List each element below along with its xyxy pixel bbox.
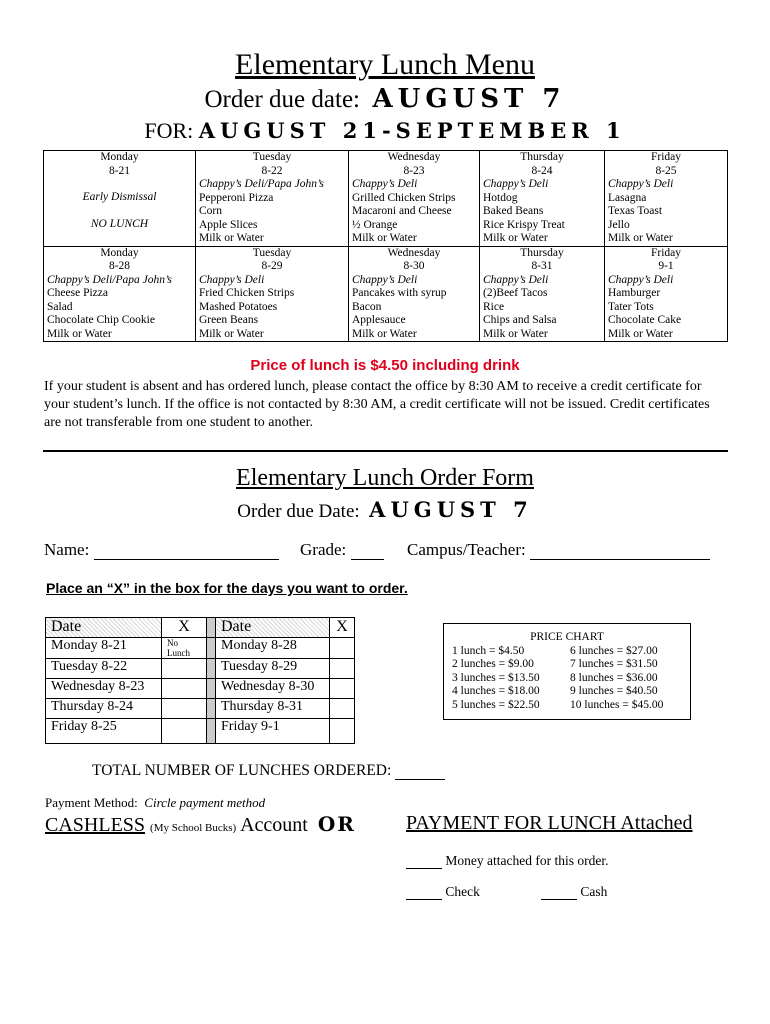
x-header: X: [330, 618, 355, 638]
campus-teacher-field[interactable]: Campus/Teacher:: [407, 540, 710, 560]
menu-cell: Thursday 8-31 Chappy’s Deli (2)Beef Tacos Rice Chips and Salsa Milk or Water: [480, 246, 605, 342]
absence-note: If your student is absent and has ordered lunch, please contact the office by 8:30 AM to receive a credit certificate for your student’s lunch. If the office is not contacted by 8:30 AM, a credit certificate will not be issued. Credit certificates are not transferable from one student to another.: [44, 379, 710, 430]
menu-cell: Thursday 8-24 Chappy’s Deli Hotdog Baked Beans Rice Krispy Treat Milk or Water: [480, 151, 605, 247]
price-row: 4 lunches = $18.00 9 lunches = $40.50: [452, 685, 658, 697]
order-date: Friday 9-1: [216, 719, 330, 744]
menu-cell: Wednesday 8-30 Chappy’s Deli Pancakes with syrup Bacon Applesauce Milk or Water: [349, 246, 480, 342]
order-checkbox[interactable]: [330, 638, 355, 659]
order-checkbox[interactable]: [330, 679, 355, 699]
order-due-date: Order due Date: AUGUST 7: [237, 497, 533, 522]
payment-attached-option[interactable]: PAYMENT FOR LUNCH Attached: [406, 812, 693, 834]
order-form-title: Elementary Lunch Order Form: [236, 465, 534, 491]
order-date: Thursday 8-24: [46, 699, 162, 719]
payment-method: Payment Method: Circle payment method: [45, 795, 266, 810]
menu-cell: Friday 8-25 Chappy’s Deli Lasagna Texas Toast Jello Milk or Water: [605, 151, 728, 247]
check-field[interactable]: Check: [406, 884, 480, 900]
price-note: Price of lunch is $4.50 including drink: [250, 357, 520, 374]
menu-cell: Tuesday 8-29 Chappy’s Deli Fried Chicken Strips Mashed Potatoes Green Beans Milk or Water: [196, 246, 349, 342]
order-checkbox[interactable]: [162, 699, 207, 719]
total-lunches-field[interactable]: TOTAL NUMBER OF LUNCHES ORDERED:: [92, 762, 445, 780]
order-checkbox[interactable]: [162, 679, 207, 699]
order-date: Tuesday 8-29: [216, 659, 330, 679]
order-checkbox[interactable]: [162, 719, 207, 744]
menu-cell: Tuesday 8-22 Chappy’s Deli/Papa John’s Pepperoni Pizza Corn Apple Slices Milk or Water: [196, 151, 349, 247]
lunch-menu-table: [43, 150, 728, 342]
date-header: Date: [216, 618, 330, 638]
order-checkbox[interactable]: [162, 659, 207, 679]
menu-cell: Wednesday 8-23 Chappy’s Deli Grilled Chicken Strips Macaroni and Cheese ½ Orange Milk or Water: [349, 151, 480, 247]
cash-field[interactable]: Cash: [541, 884, 607, 900]
price-row: 1 lunch = $4.50 6 lunches = $27.00: [452, 644, 658, 657]
order-checkbox[interactable]: [330, 719, 355, 744]
order-date: Tuesday 8-22: [46, 659, 162, 679]
order-instruction: Place an “X” in the box for the days you want to order.: [46, 580, 408, 596]
menu-cell: Friday 9-1 Chappy’s Deli Hamburger Tater Tots Chocolate Cake Milk or Water: [605, 246, 728, 342]
section-divider: [43, 450, 728, 452]
order-date: Friday 8-25: [46, 719, 162, 744]
price-row: 5 lunches = $22.50 10 lunches = $45.00: [452, 698, 664, 711]
week2-row: [44, 246, 728, 342]
menu-due-date: Order due date: AUGUST 7: [204, 84, 566, 114]
date-header: Date: [46, 618, 162, 638]
no-lunch-label: No Lunch: [162, 638, 207, 659]
order-date: Monday 8-28: [216, 638, 330, 659]
week1-row: [44, 151, 728, 247]
menu-date-range: FOR: AUGUST 21-SEPTEMBER 1: [144, 118, 626, 143]
order-checkbox[interactable]: [330, 699, 355, 719]
money-attached-field[interactable]: Money attached for this order.: [406, 853, 608, 869]
menu-cell: Monday 8-28 Chappy’s Deli/Papa John’s Cheese Pizza Salad Chocolate Chip Cookie Milk or Water: [44, 246, 196, 342]
cashless-option[interactable]: CASHLESS (My School Bucks) Account OR: [45, 812, 356, 836]
order-table: [45, 617, 355, 744]
order-date: Wednesday 8-23: [46, 679, 162, 699]
menu-cell: Monday 8-21 Early Dismissal NO LUNCH: [44, 151, 196, 247]
price-row: 3 lunches = $13.50 8 lunches = $36.00: [452, 671, 658, 684]
order-date: Thursday 8-31: [216, 699, 330, 719]
price-chart: [443, 623, 691, 720]
order-date: Wednesday 8-30: [216, 679, 330, 699]
order-checkbox[interactable]: [330, 659, 355, 679]
price-row: 2 lunches = $9.00 7 lunches = $31.50: [452, 658, 658, 670]
order-date: Monday 8-21: [46, 638, 162, 659]
name-field[interactable]: Name:: [44, 540, 279, 560]
x-header: X: [162, 618, 207, 638]
menu-title: Elementary Lunch Menu: [235, 48, 535, 81]
price-chart-title: PRICE CHART: [530, 631, 604, 643]
grade-field[interactable]: Grade:: [300, 540, 384, 560]
